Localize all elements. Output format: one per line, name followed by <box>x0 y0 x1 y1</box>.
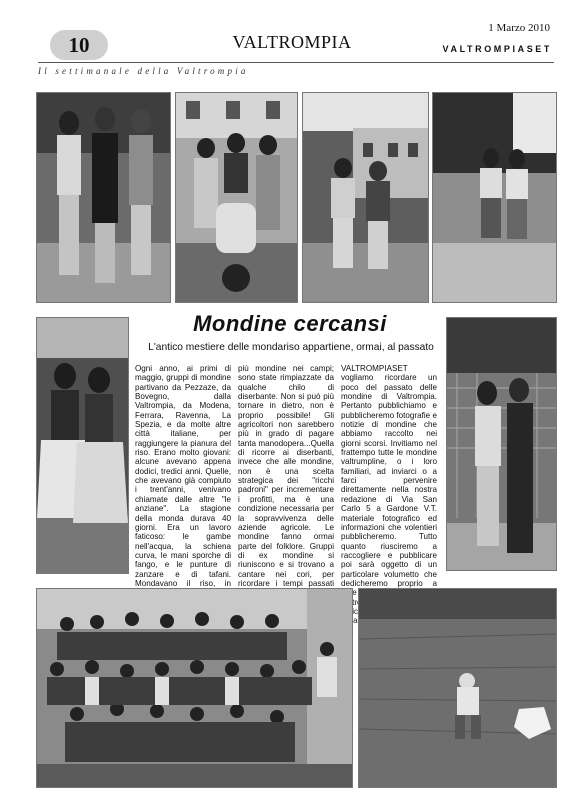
photo-three-girls-garden <box>36 92 171 303</box>
header-rule <box>38 62 554 63</box>
issue-date: 1 Marzo 2010 <box>488 22 550 34</box>
page-number: 10 <box>50 30 108 60</box>
photo-group-mondine <box>36 588 353 788</box>
brand-logo: VALTROMPIASET <box>442 44 552 54</box>
photo-group-scooter <box>175 92 298 303</box>
article-column-1: Ogni anno, ai primi di maggio, gruppi di mondine partivano da Pezzaze, da Bovegno, dalla Valtrompia, da Modena, Ferrara, Ravenna, La Spezia, e da molte altre città italiane, per raggiungere la pianura del riso. Erano molto giovani: alcune avevano appena dodici, tredici anni. Quelle, che avevano già compiuto i trent'anni, venivano chiamate dalle altre "le anziane". La stagione della monda durava 40 giorni. Era un lavoro faticoso: le gambe nell'acqua, la schiena curva, le mani sporche di fango, e le punture di zanzare e di tafani. Mondavano il riso, in <box>135 364 231 588</box>
masthead-title: VALTROMPIA <box>232 32 352 52</box>
tagline: Il settimanale della Valtrompia <box>38 66 249 76</box>
photo-two-girls-seated <box>36 317 129 574</box>
photo-two-girls-path <box>432 92 557 303</box>
article-title: Mondine cercansi <box>193 311 387 336</box>
article-column-3: VALTROMPIASET vogliamo ricordare un poco del passato delle mondine di Valtrompia. Pertanto pubblichiamo e pubblicheremo fotografie e notizie di mondine che abbiamo raccolto nei giorni scorsi. Invitiamo nel frattempo tutte le mondine valtrumpline, o i loro familiari, ad inviarci o a farci pervenire direttamente nella nostra redazione di Via San Carlo 5 a Gardone V.T. materiale fotografico ed informazioni che volentieri pubblicheremo. Tutto quanto riusciremo a raccogliere e pubblicare poi sarà oggetto di un particolare volumetto che dedicheremo proprio a <box>341 364 437 588</box>
photo-woman-rice-field <box>358 588 557 788</box>
article-subtitle: L'antico mestiere delle mondariso appartiene, ormai, al passato <box>148 342 434 353</box>
photo-two-women-fence <box>446 317 557 571</box>
article-column-2: più mondine nei campi; sono state rimpiazzate da qualche chilo di diserbante. Non si può più tornare in dietro, non è proprio possibile! Gli agricoltori non sarebbero più in grado di pagare tanta manodopera...Quella di ricorre ai diserbanti, invece che alle mondine, non è una scelta strategica dei "ricchi padroni" per incrementare i profitti, ma è una condizione necessaria per la sopravvivenza delle aziende agricole. Le mondine fanno ormai parte del folklore. Gruppi di ex mondine si riuniscono e si trovano a cantare nei cori, per ricordare i tempi passati <box>238 364 334 588</box>
photo-two-girls-street <box>302 92 429 303</box>
